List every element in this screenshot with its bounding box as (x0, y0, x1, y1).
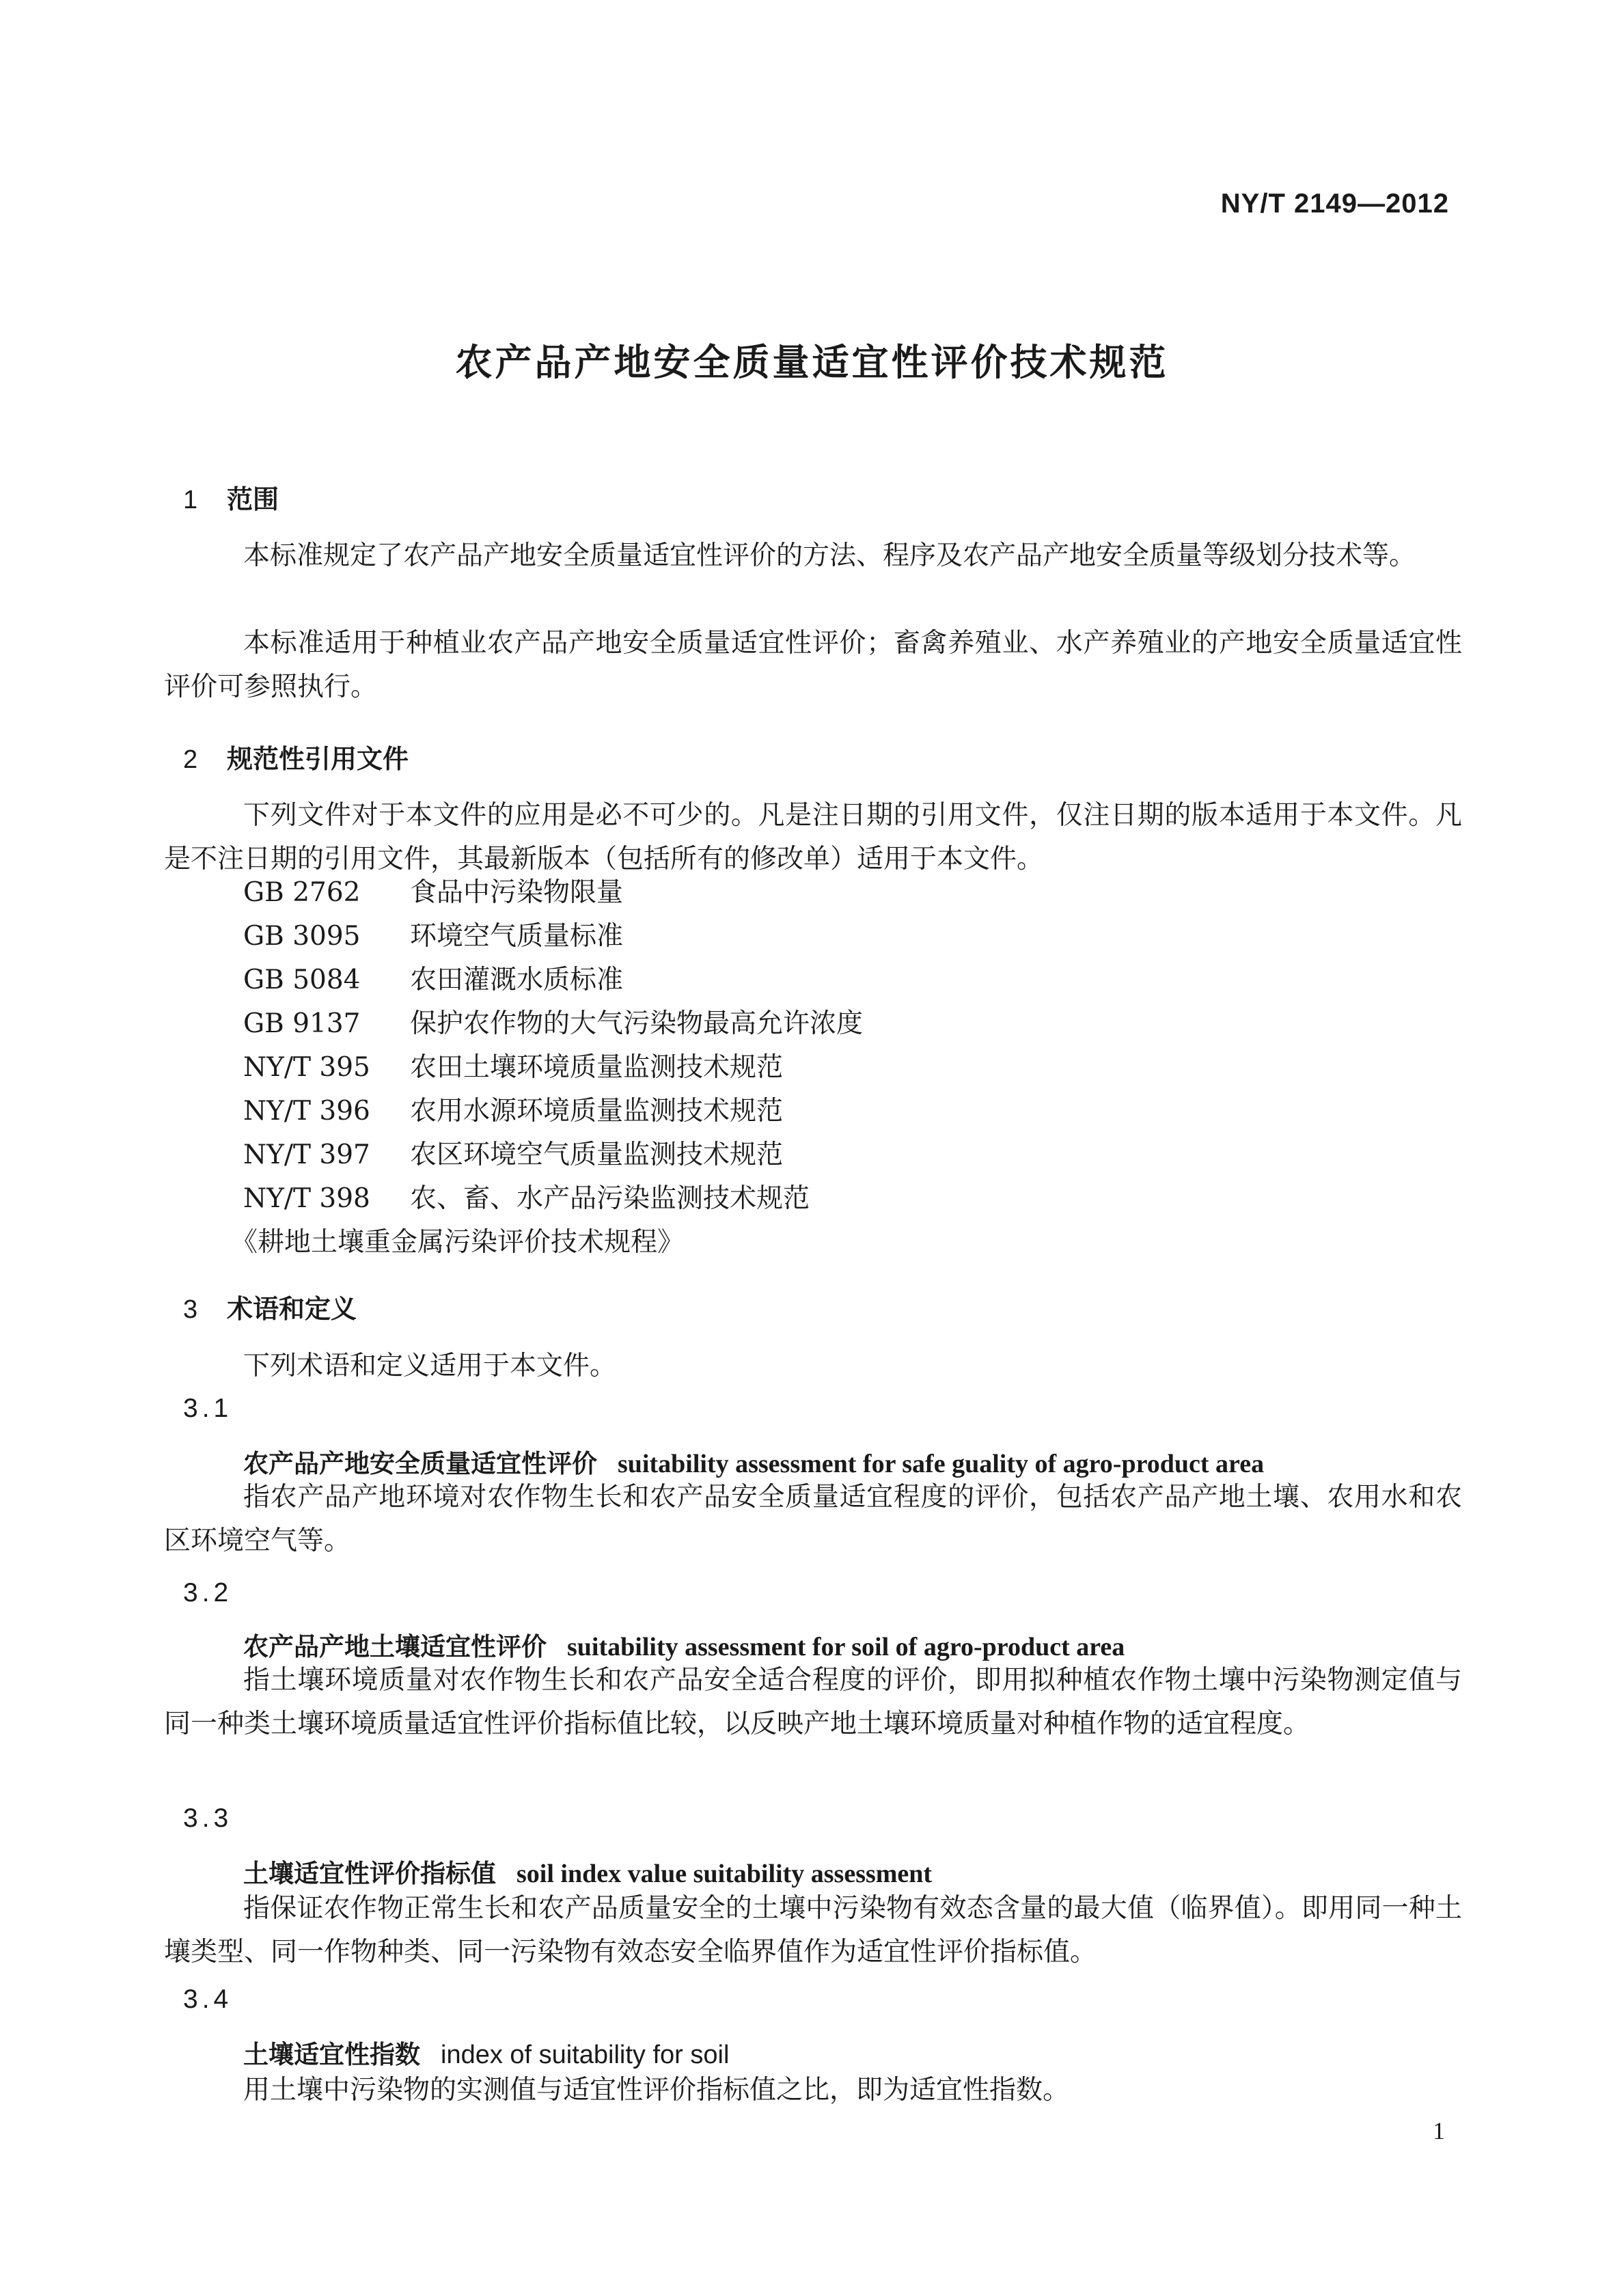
term-en: suitability assessment for safe guality of agro-product area (618, 1450, 1265, 1478)
reference-code: NY/T 395 (243, 1052, 370, 1083)
section-2-heading (183, 738, 409, 775)
term-heading (243, 2034, 729, 2071)
reference-item (243, 1090, 863, 1133)
reference-code: NY/T 396 (243, 1096, 370, 1127)
reference-code: NY/T 397 (243, 1140, 370, 1170)
term-cn: 土壤适宜性评价指标值 (243, 1859, 496, 1888)
term-definition: 指保证农作物正常生长和农产品质量安全的土壤中污染物有效态含量的最大值（临界值）。即用同一种土壤类型、同一作物种类、同一污染物有效态安全临界值作为适宜性评价指标值。 (164, 1893, 1462, 1967)
section-1-paragraph: 本标准规定了农产品产地安全质量适宜性评价的方法、程序及农产品产地安全质量等级划分技术等。 (243, 540, 1416, 571)
section-number: 2 (183, 745, 198, 774)
term-cn: 农产品产地土壤适宜性评价 (243, 1632, 547, 1661)
clause-number: 3.3 (183, 1804, 233, 1833)
term-heading (243, 1853, 932, 1890)
document-title: 农产品产地安全质量适宜性评价技术规范 (455, 341, 1169, 384)
reference-code: GB 9137 (243, 1008, 361, 1039)
clause-number: 3.4 (183, 1985, 233, 2014)
reference-code: GB 2762 (243, 877, 361, 908)
reference-item (243, 1046, 863, 1090)
section-3-intro: 下列术语和定义适用于本文件。 (243, 1351, 617, 1381)
page-number: 1 (1433, 2117, 1445, 2144)
reference-item (243, 1002, 863, 1046)
section-title: 范围 (227, 484, 279, 514)
term-en: soil index value suitability assessment (517, 1860, 933, 1888)
reference-title: 农田土壤环境质量监测技术规范 (410, 1052, 784, 1083)
term-definition: 指农产品产地环境对农作物生长和农产品安全质量适宜程度的评价，包括农产品产地土壤、农用水和农区环境空气等。 (164, 1482, 1462, 1556)
reference-item (243, 1177, 863, 1221)
term-cn: 农产品产地安全质量适宜性评价 (243, 1449, 597, 1478)
reference-title: 农区环境空气质量监测技术规范 (410, 1140, 784, 1170)
section-2-intro: 下列文件对于本文件的应用是必不可少的。凡是注日期的引用文件，仅注日期的版本适用于本文件。凡是不注日期的引用文件，其最新版本（包括所有的修改单）适用于本文件。 (164, 800, 1462, 874)
reference-title: 农用水源环境质量监测技术规范 (410, 1096, 784, 1127)
reference-title: 食品中污染物限量 (410, 877, 624, 908)
standard-code: NY/T 2149—2012 (1220, 189, 1449, 219)
reference-title: 保护农作物的大气污染物最高允许浓度 (410, 1008, 864, 1039)
clause-number: 3.1 (183, 1394, 233, 1423)
term-en: index of suitability for soil (441, 2041, 730, 2069)
reference-item (243, 915, 863, 958)
term-definition: 指土壤环境质量对农作物生长和农产品安全适合程度的评价，即用拟种植农作物土壤中污染物测定值与同一种类土壤环境质量适宜性评价指标值比较，以反映产地土壤环境质量对种植作物的适宜程度。 (164, 1665, 1462, 1739)
term-heading (243, 1626, 1125, 1663)
section-title: 规范性引用文件 (227, 744, 409, 774)
section-title: 术语和定义 (227, 1294, 357, 1324)
reference-code: GB 3095 (243, 921, 361, 952)
reference-code: GB 5084 (243, 965, 361, 995)
term-heading (243, 1443, 1264, 1480)
section-1-paragraph: 本标准适用于种植业农产品产地安全质量适宜性评价；畜禽养殖业、水产养殖业的产地安全质量适宜性评价可参照执行。 (164, 628, 1462, 702)
term-cn: 土壤适宜性指数 (243, 2040, 420, 2069)
section-1-heading (183, 478, 279, 516)
term-en: suitability assessment for soil of agro-product area (567, 1633, 1125, 1661)
section-number: 3 (183, 1295, 198, 1324)
clause-number: 3.2 (183, 1578, 233, 1607)
reference-list (243, 871, 863, 1221)
reference-title: 农田灌溉水质标准 (410, 965, 624, 995)
section-3-heading (183, 1288, 357, 1325)
reference-title: 农、畜、水产品污染监测技术规范 (410, 1183, 810, 1214)
reference-code: NY/T 398 (243, 1183, 370, 1214)
reference-item (243, 1133, 863, 1177)
reference-item (243, 958, 863, 1002)
section-number: 1 (183, 486, 198, 514)
term-definition: 用土壤中污染物的实测值与适宜性评价指标值之比，即为适宜性指数。 (243, 2075, 1070, 2105)
reference-extra: 《耕地土壤重金属污染评价技术规程》 (231, 1227, 685, 1258)
reference-title: 环境空气质量标准 (410, 921, 624, 952)
reference-item (243, 871, 863, 915)
